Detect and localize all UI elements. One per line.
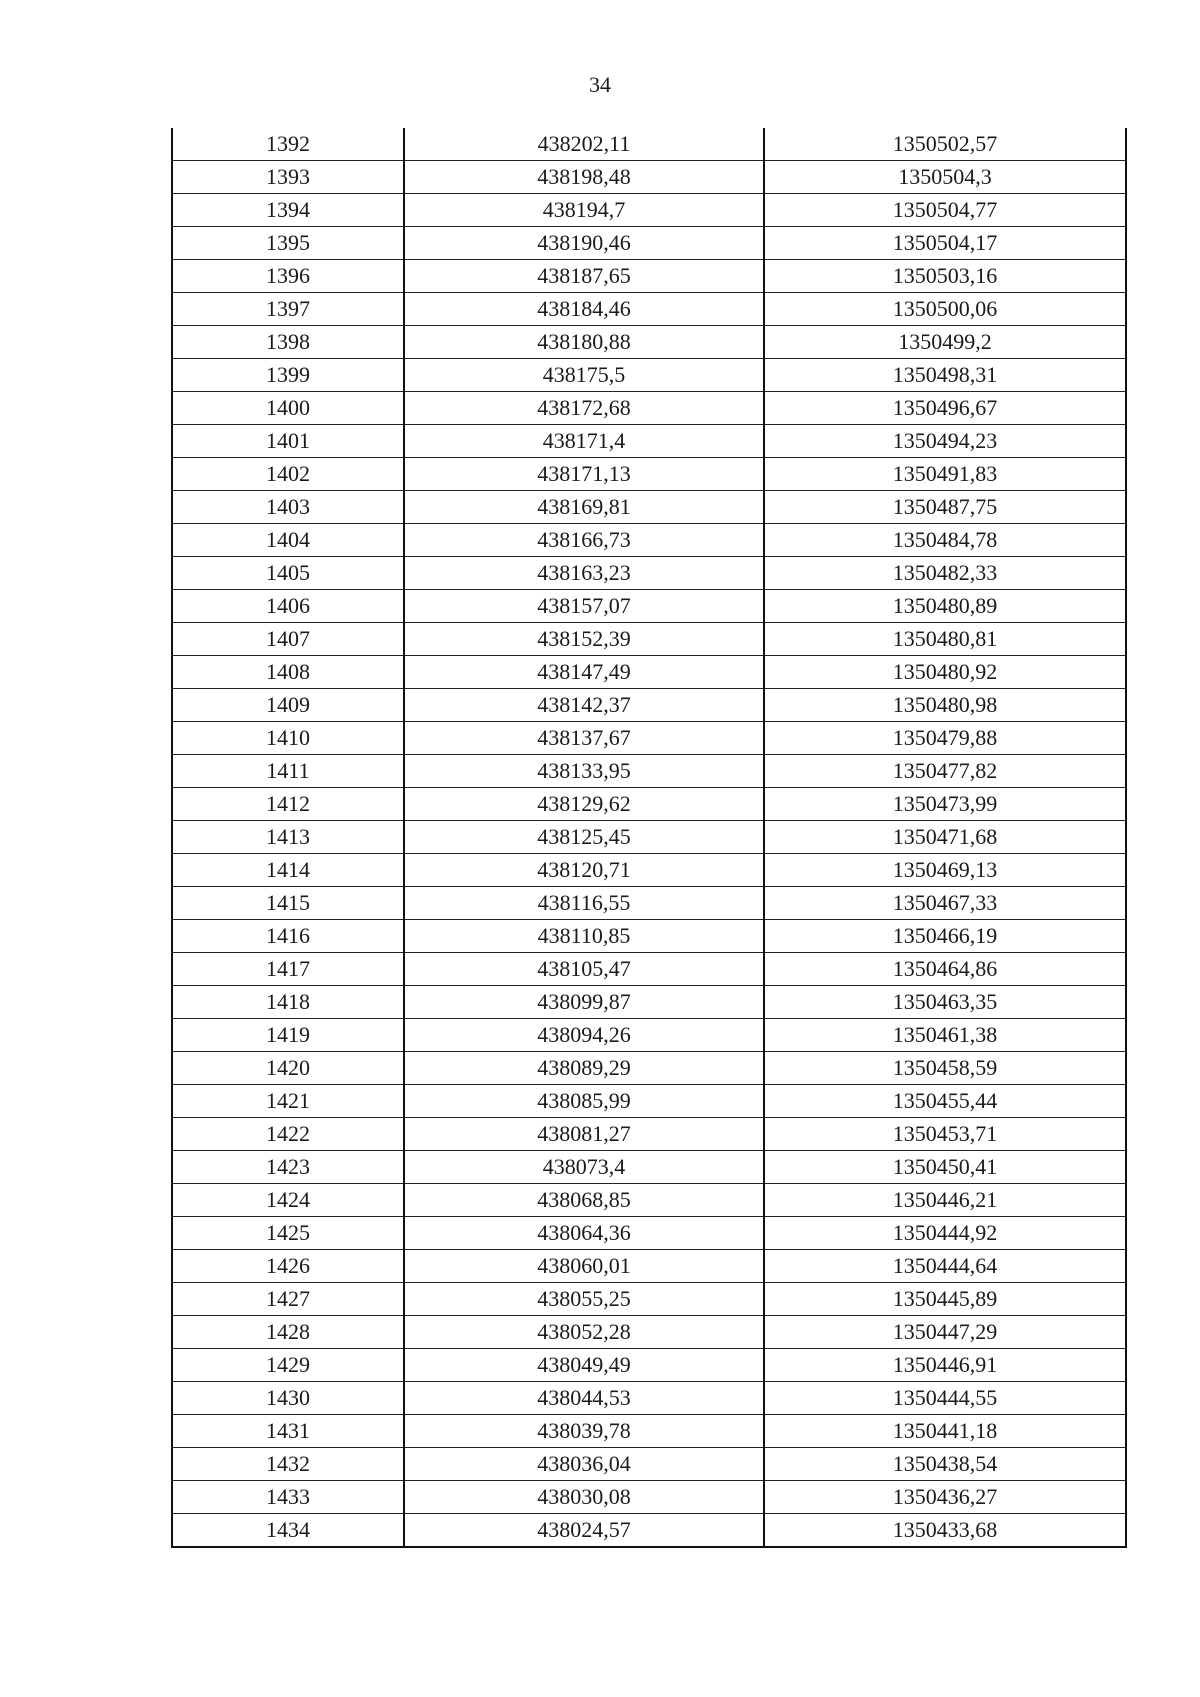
point-number-cell: 1428: [172, 1316, 404, 1349]
table-row: [172, 623, 1126, 656]
table-row: [172, 1184, 1126, 1217]
point-number-cell: 1393: [172, 161, 404, 194]
x-coordinate-cell: 438171,13: [404, 458, 764, 491]
point-number-cell: 1416: [172, 920, 404, 953]
x-coordinate-cell: 438190,46: [404, 227, 764, 260]
y-coordinate-cell: 1350473,99: [764, 788, 1126, 821]
table-row: [172, 1448, 1126, 1481]
y-coordinate-cell: 1350471,68: [764, 821, 1126, 854]
table-row: [172, 986, 1126, 1019]
y-coordinate-cell: 1350444,55: [764, 1382, 1126, 1415]
point-number-cell: 1397: [172, 293, 404, 326]
table-row: [172, 953, 1126, 986]
point-number-cell: 1423: [172, 1151, 404, 1184]
point-number-cell: 1417: [172, 953, 404, 986]
y-coordinate-cell: 1350444,64: [764, 1250, 1126, 1283]
point-number-cell: 1407: [172, 623, 404, 656]
x-coordinate-cell: 438137,67: [404, 722, 764, 755]
y-coordinate-cell: 1350504,3: [764, 161, 1126, 194]
x-coordinate-cell: 438157,07: [404, 590, 764, 623]
x-coordinate-cell: 438194,7: [404, 194, 764, 227]
coordinates-table: [171, 128, 1127, 1548]
table-row: [172, 1481, 1126, 1514]
x-coordinate-cell: 438142,37: [404, 689, 764, 722]
point-number-cell: 1412: [172, 788, 404, 821]
y-coordinate-cell: 1350503,16: [764, 260, 1126, 293]
point-number-cell: 1406: [172, 590, 404, 623]
x-coordinate-cell: 438039,78: [404, 1415, 764, 1448]
y-coordinate-cell: 1350469,13: [764, 854, 1126, 887]
y-coordinate-cell: 1350445,89: [764, 1283, 1126, 1316]
table-row: [172, 194, 1126, 227]
x-coordinate-cell: 438089,29: [404, 1052, 764, 1085]
point-number-cell: 1419: [172, 1019, 404, 1052]
y-coordinate-cell: 1350499,2: [764, 326, 1126, 359]
y-coordinate-cell: 1350447,29: [764, 1316, 1126, 1349]
page-number: 34: [589, 72, 611, 97]
x-coordinate-cell: 438064,36: [404, 1217, 764, 1250]
table-row: [172, 458, 1126, 491]
table-row: [172, 689, 1126, 722]
point-number-cell: 1402: [172, 458, 404, 491]
y-coordinate-cell: 1350504,17: [764, 227, 1126, 260]
x-coordinate-cell: 438125,45: [404, 821, 764, 854]
y-coordinate-cell: 1350441,18: [764, 1415, 1126, 1448]
y-coordinate-cell: 1350480,81: [764, 623, 1126, 656]
point-number-cell: 1432: [172, 1448, 404, 1481]
point-number-cell: 1418: [172, 986, 404, 1019]
table-row: [172, 755, 1126, 788]
point-number-cell: 1408: [172, 656, 404, 689]
x-coordinate-cell: 438055,25: [404, 1283, 764, 1316]
x-coordinate-cell: 438036,04: [404, 1448, 764, 1481]
x-coordinate-cell: 438133,95: [404, 755, 764, 788]
point-number-cell: 1425: [172, 1217, 404, 1250]
x-coordinate-cell: 438044,53: [404, 1382, 764, 1415]
point-number-cell: 1421: [172, 1085, 404, 1118]
table-row: [172, 920, 1126, 953]
table-row: [172, 1250, 1126, 1283]
y-coordinate-cell: 1350480,92: [764, 656, 1126, 689]
x-coordinate-cell: 438081,27: [404, 1118, 764, 1151]
y-coordinate-cell: 1350496,67: [764, 392, 1126, 425]
x-coordinate-cell: 438068,85: [404, 1184, 764, 1217]
point-number-cell: 1405: [172, 557, 404, 590]
y-coordinate-cell: 1350498,31: [764, 359, 1126, 392]
x-coordinate-cell: 438129,62: [404, 788, 764, 821]
table-row: [172, 590, 1126, 623]
table-row: [172, 1085, 1126, 1118]
point-number-cell: 1427: [172, 1283, 404, 1316]
point-number-cell: 1420: [172, 1052, 404, 1085]
x-coordinate-cell: 438166,73: [404, 524, 764, 557]
y-coordinate-cell: 1350480,89: [764, 590, 1126, 623]
table-row: [172, 557, 1126, 590]
point-number-cell: 1398: [172, 326, 404, 359]
y-coordinate-cell: 1350487,75: [764, 491, 1126, 524]
x-coordinate-cell: 438120,71: [404, 854, 764, 887]
point-number-cell: 1410: [172, 722, 404, 755]
x-coordinate-cell: 438198,48: [404, 161, 764, 194]
x-coordinate-cell: 438187,65: [404, 260, 764, 293]
table-row: [172, 1052, 1126, 1085]
point-number-cell: 1431: [172, 1415, 404, 1448]
x-coordinate-cell: 438172,68: [404, 392, 764, 425]
table-row: [172, 854, 1126, 887]
table-row: [172, 1349, 1126, 1382]
point-number-cell: 1395: [172, 227, 404, 260]
y-coordinate-cell: 1350484,78: [764, 524, 1126, 557]
x-coordinate-cell: 438163,23: [404, 557, 764, 590]
table-row: [172, 359, 1126, 392]
y-coordinate-cell: 1350446,21: [764, 1184, 1126, 1217]
point-number-cell: 1392: [172, 128, 404, 161]
x-coordinate-cell: 438052,28: [404, 1316, 764, 1349]
table-row: [172, 491, 1126, 524]
x-coordinate-cell: 438060,01: [404, 1250, 764, 1283]
point-number-cell: 1424: [172, 1184, 404, 1217]
point-number-cell: 1399: [172, 359, 404, 392]
x-coordinate-cell: 438105,47: [404, 953, 764, 986]
x-coordinate-cell: 438147,49: [404, 656, 764, 689]
table-row: [172, 788, 1126, 821]
x-coordinate-cell: 438094,26: [404, 1019, 764, 1052]
x-coordinate-cell: 438085,99: [404, 1085, 764, 1118]
point-number-cell: 1414: [172, 854, 404, 887]
table-row: [172, 821, 1126, 854]
y-coordinate-cell: 1350450,41: [764, 1151, 1126, 1184]
x-coordinate-cell: 438202,11: [404, 128, 764, 161]
x-coordinate-cell: 438073,4: [404, 1151, 764, 1184]
table-row: [172, 1151, 1126, 1184]
y-coordinate-cell: 1350502,57: [764, 128, 1126, 161]
point-number-cell: 1422: [172, 1118, 404, 1151]
y-coordinate-cell: 1350466,19: [764, 920, 1126, 953]
y-coordinate-cell: 1350455,44: [764, 1085, 1126, 1118]
y-coordinate-cell: 1350438,54: [764, 1448, 1126, 1481]
point-number-cell: 1409: [172, 689, 404, 722]
y-coordinate-cell: 1350444,92: [764, 1217, 1126, 1250]
point-number-cell: 1401: [172, 425, 404, 458]
y-coordinate-cell: 1350464,86: [764, 953, 1126, 986]
y-coordinate-cell: 1350491,83: [764, 458, 1126, 491]
x-coordinate-cell: 438169,81: [404, 491, 764, 524]
x-coordinate-cell: 438152,39: [404, 623, 764, 656]
y-coordinate-cell: 1350463,35: [764, 986, 1126, 1019]
point-number-cell: 1434: [172, 1514, 404, 1548]
table-row: [172, 524, 1126, 557]
x-coordinate-cell: 438184,46: [404, 293, 764, 326]
table-row: [172, 887, 1126, 920]
table-row: [172, 260, 1126, 293]
x-coordinate-cell: 438030,08: [404, 1481, 764, 1514]
point-number-cell: 1413: [172, 821, 404, 854]
point-number-cell: 1415: [172, 887, 404, 920]
x-coordinate-cell: 438175,5: [404, 359, 764, 392]
point-number-cell: 1404: [172, 524, 404, 557]
table-row: [172, 1283, 1126, 1316]
y-coordinate-cell: 1350436,27: [764, 1481, 1126, 1514]
x-coordinate-cell: 438049,49: [404, 1349, 764, 1382]
table-row: [172, 326, 1126, 359]
table-row: [172, 1217, 1126, 1250]
table-row: [172, 425, 1126, 458]
y-coordinate-cell: 1350467,33: [764, 887, 1126, 920]
y-coordinate-cell: 1350500,06: [764, 293, 1126, 326]
table-row: [172, 227, 1126, 260]
table-row: [172, 1382, 1126, 1415]
point-number-cell: 1396: [172, 260, 404, 293]
point-number-cell: 1426: [172, 1250, 404, 1283]
y-coordinate-cell: 1350433,68: [764, 1514, 1126, 1548]
table-row: [172, 1019, 1126, 1052]
x-coordinate-cell: 438024,57: [404, 1514, 764, 1548]
x-coordinate-cell: 438116,55: [404, 887, 764, 920]
y-coordinate-cell: 1350480,98: [764, 689, 1126, 722]
y-coordinate-cell: 1350446,91: [764, 1349, 1126, 1382]
table-row: [172, 722, 1126, 755]
table-row: [172, 128, 1126, 161]
y-coordinate-cell: 1350479,88: [764, 722, 1126, 755]
table-row: [172, 293, 1126, 326]
y-coordinate-cell: 1350504,77: [764, 194, 1126, 227]
table-row: [172, 1118, 1126, 1151]
y-coordinate-cell: 1350461,38: [764, 1019, 1126, 1052]
x-coordinate-cell: 438110,85: [404, 920, 764, 953]
table-row: [172, 1514, 1126, 1548]
point-number-cell: 1411: [172, 755, 404, 788]
point-number-cell: 1429: [172, 1349, 404, 1382]
y-coordinate-cell: 1350458,59: [764, 1052, 1126, 1085]
y-coordinate-cell: 1350477,82: [764, 755, 1126, 788]
point-number-cell: 1430: [172, 1382, 404, 1415]
table-row: [172, 1316, 1126, 1349]
y-coordinate-cell: 1350453,71: [764, 1118, 1126, 1151]
table-row: [172, 392, 1126, 425]
table-row: [172, 656, 1126, 689]
coordinates-table-body: [172, 128, 1126, 1547]
x-coordinate-cell: 438180,88: [404, 326, 764, 359]
point-number-cell: 1400: [172, 392, 404, 425]
point-number-cell: 1394: [172, 194, 404, 227]
point-number-cell: 1433: [172, 1481, 404, 1514]
point-number-cell: 1403: [172, 491, 404, 524]
x-coordinate-cell: 438171,4: [404, 425, 764, 458]
table-row: [172, 161, 1126, 194]
table-row: [172, 1415, 1126, 1448]
y-coordinate-cell: 1350494,23: [764, 425, 1126, 458]
x-coordinate-cell: 438099,87: [404, 986, 764, 1019]
y-coordinate-cell: 1350482,33: [764, 557, 1126, 590]
